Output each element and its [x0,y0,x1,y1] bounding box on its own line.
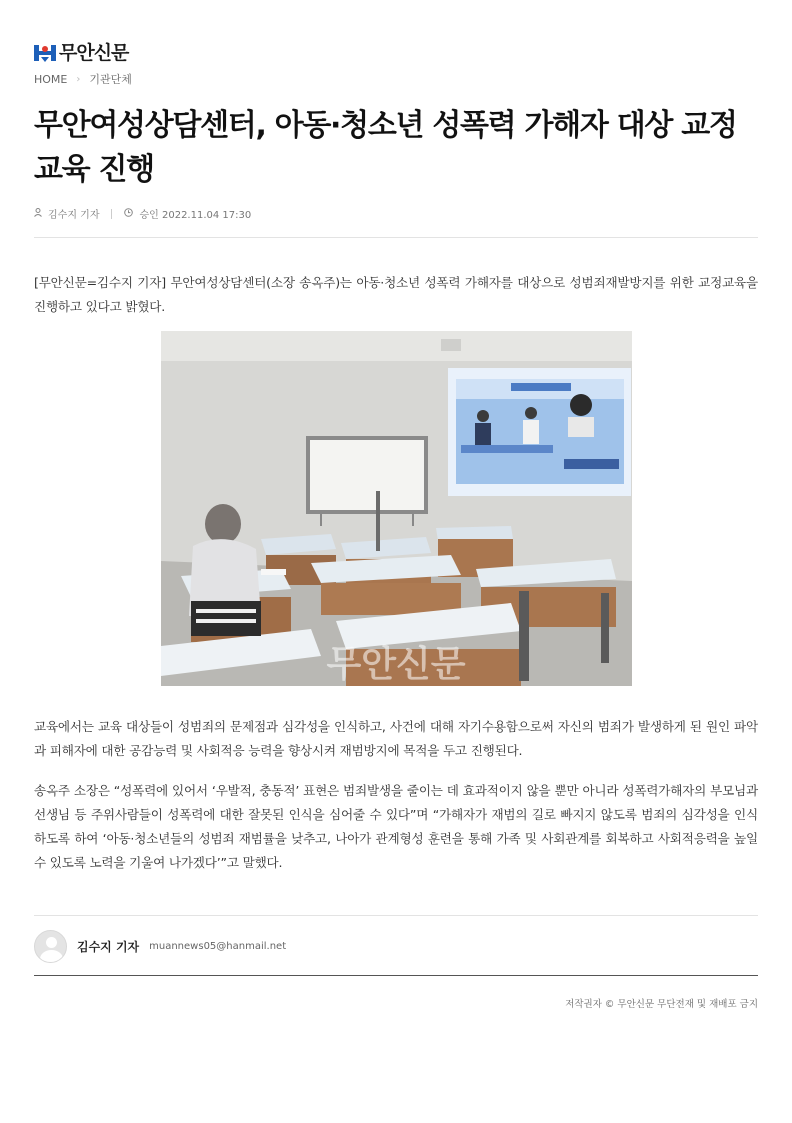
author-name[interactable]: 김수지 기자 [77,939,140,954]
author-box [34,929,286,963]
article-paragraph-2: 교육에서는 교육 대상들이 성범죄의 문제점과 심각성을 인식하고, 사건에 대해 자기수용함으로써 자신의 범죄가 발생하게 된 원인 파악과 피해자에 대한 공감능력 및 사회적응 능력을 향상시켜 재범방지에 목적을 두고 진행된다. [34,719,758,758]
article-title [34,104,754,192]
person-icon [34,208,42,220]
breadcrumb-home[interactable]: HOME [34,72,68,86]
avatar [34,930,67,963]
title-line-1: 무안여성상담센터, 아동·청소년 성폭력 가해자 대상 교정 [34,108,737,143]
logo-text: 무안신문 [59,42,129,64]
breadcrumb-section[interactable]: 기관단체 [89,73,132,86]
article-paragraph-3: 송옥주 소장은 “성폭력에 있어서 ‘우발적, 충동적’ 표현은 범죄발생을 줄이는 데 효과적이지 않을 뿐만 아니라 성폭력가해자의 부모님과 선생님 등 주위사람들이 성폭력에 대한 잘못된 인식을 심어줄 수 있다”며 “가해자가 재범의 길로 빠지지 않도록 범죄의 심각성을 인식 하도록 하여 ‘아동·청소년들의 성범죄 재범률을 낮추고, 나아가 관계형성 훈련을 통해 가족 및 사회관계를 회복하고 사회적응력을 높일 수 있도록 노력을 기울여 나가겠다’”고 말했다. [34,783,758,870]
byline: 김수지 기자 [48,210,100,221]
article-meta [34,206,251,221]
copyright-notice: 저작권자 © 무안신문 무단전재 및 재배포 금지 [565,999,758,1010]
title-line-2: 교육 진행 [34,152,154,187]
author-email[interactable]: muannews05@hanmail.net [149,940,287,952]
header-divider [34,237,758,238]
clock-icon [124,208,133,220]
breadcrumb [34,71,132,87]
article-photo [161,331,632,686]
meta-divider [111,209,112,219]
author-divider [34,915,758,916]
chevron-right-icon: › [76,73,81,85]
photo-watermark: 무안신문 [326,644,466,685]
site-logo[interactable] [34,42,128,64]
article-paragraph-1: [무안신문=김수지 기자] 무안여성상담센터(소장 송옥주)는 아동·청소년 성폭력 가해자를 대상으로 성범죄재발방지를 위한 교정교육을 진행하고 있다고 밝혔다. [34,275,758,314]
approved-date: 승인 2022.11.04 17:30 [139,210,252,221]
logo-mark-icon [34,43,56,63]
footer-divider [34,975,758,976]
